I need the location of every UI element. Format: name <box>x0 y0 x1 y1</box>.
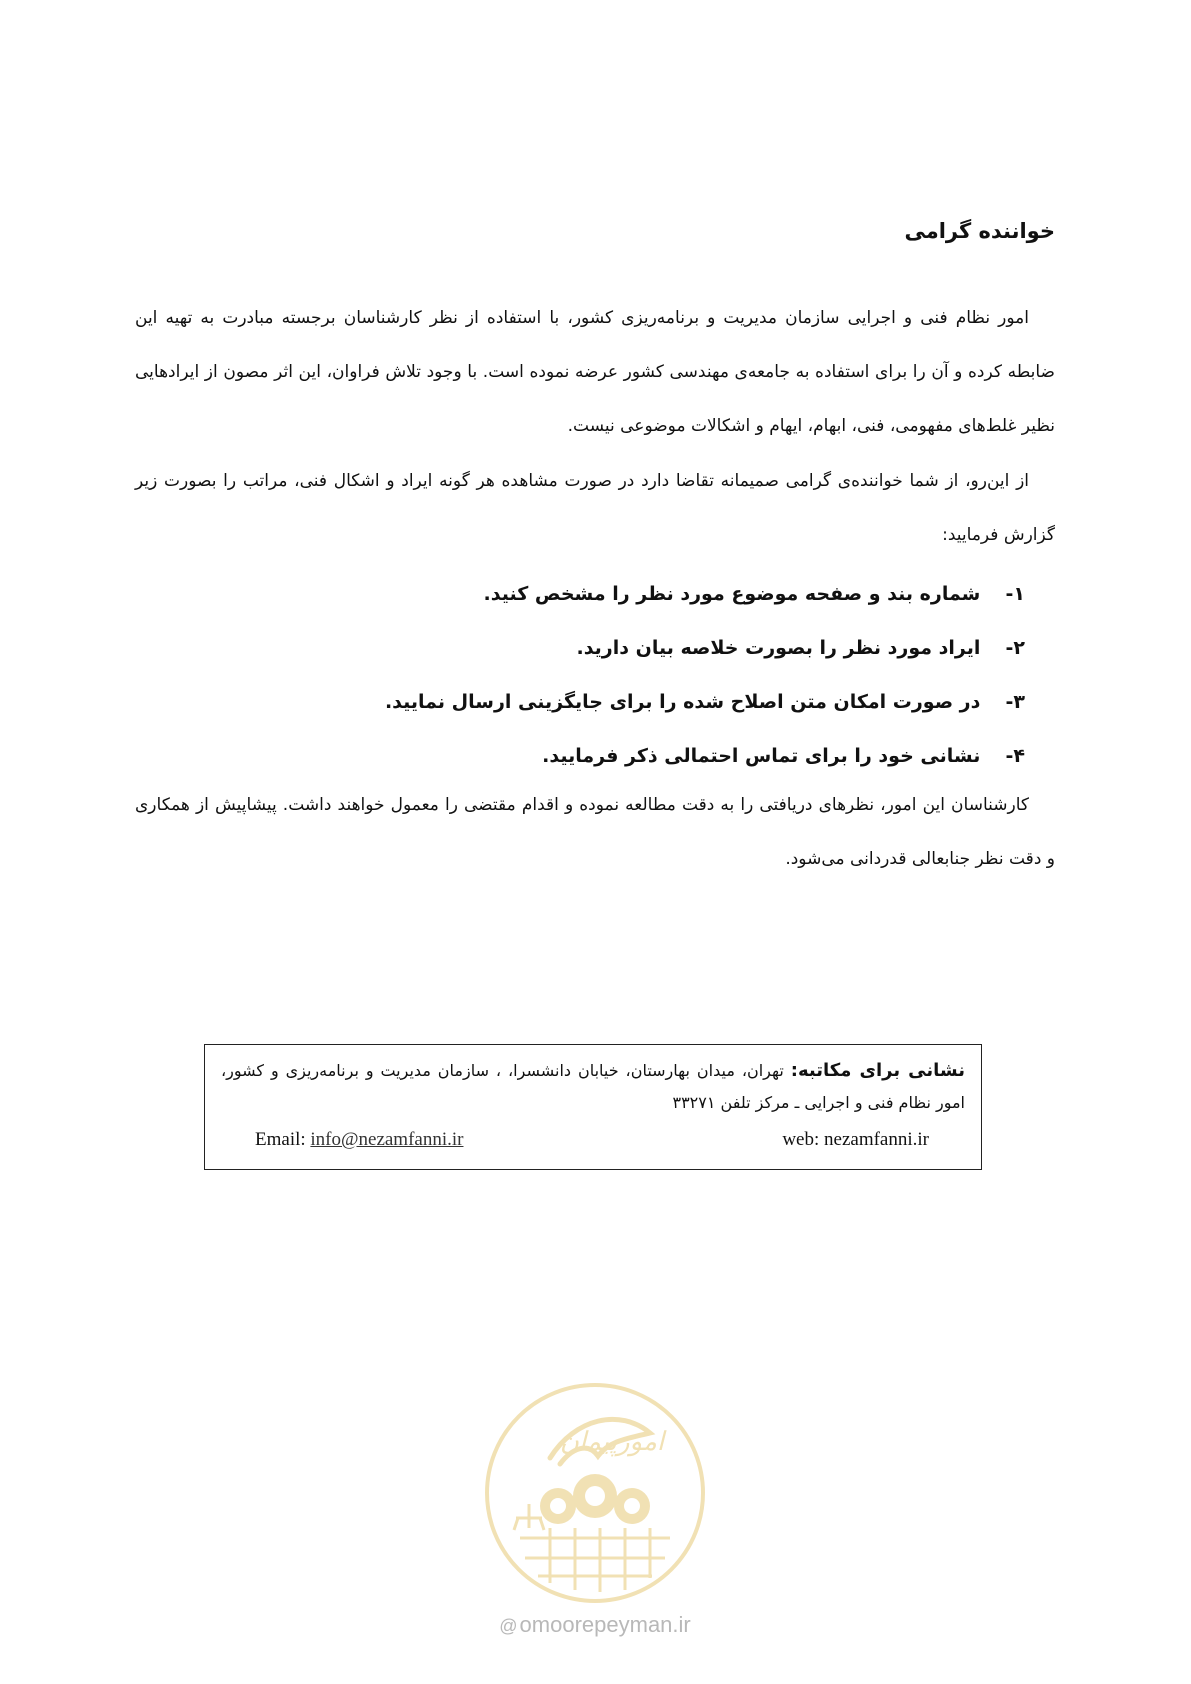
page-title: خواننده گرامی <box>904 219 1055 243</box>
contact-row <box>221 1129 965 1155</box>
list-item-number: ۲- <box>1005 637 1025 659</box>
list-item-number: ۱- <box>1005 583 1025 605</box>
watermark-caption <box>490 1612 700 1638</box>
logo-grid <box>520 1528 670 1592</box>
list-item-number: ۳- <box>1005 691 1025 713</box>
at-icon: @ <box>499 1616 518 1636</box>
list-item <box>325 621 1025 675</box>
address-text: تهران، میدان بهارستان، خیابان دانشسرا، ، سازمان مدیریت و برنامه‌ریزی و کشور، امور نظام فنی و اجرایی ـ مرکز تلفن ۳۳۲۷۱ <box>221 1061 965 1112</box>
intro-paragraph <box>135 291 1055 453</box>
watermark-caption-text: omoorepeyman.ir <box>519 1612 691 1637</box>
list-item-text: در صورت امکان متن اصلاح شده را برای جایگزینی ارسال نمایید. <box>384 691 981 713</box>
closing-paragraph <box>135 778 1055 886</box>
logo-script: امورپیمان <box>559 1427 665 1457</box>
logo-scales <box>514 1504 544 1530</box>
web-contact <box>782 1129 929 1151</box>
request-paragraph <box>135 454 1055 562</box>
list-item <box>325 729 1025 783</box>
mailing-address <box>221 1055 965 1119</box>
list-item <box>325 675 1025 729</box>
seal-gears-scales-logo-icon <box>480 1378 710 1608</box>
address-label: نشانی برای مکاتبه: <box>790 1060 965 1081</box>
web-link[interactable]: nezamfanni.ir <box>824 1129 929 1150</box>
closing-paragraph-text: کارشناسان این امور، نظرهای دریافتی را به دقت مطالعه نموده و اقدام مقتضی را معمول خواهند داشت. پیشاپیش از همکاری و دقت نظر جنابعالی قدردانی می‌شود. <box>135 795 1055 869</box>
list-item <box>325 567 1025 621</box>
list-item-text: نشانی خود را برای تماس احتمالی ذکر فرمایید. <box>542 745 981 767</box>
email-link[interactable]: info@nezamfanni.ir <box>310 1129 464 1150</box>
report-steps-list <box>325 567 1025 783</box>
request-paragraph-text: از این‌رو، از شما خواننده‌ی گرامی صمیمانه تقاضا دارد در صورت مشاهده هر گونه ایراد و اشکال فنی، مراتب را بصورت زیر گزارش فرمایید: <box>135 471 1055 545</box>
email-contact <box>255 1129 463 1151</box>
web-label: web: <box>782 1129 825 1150</box>
list-item-text: ایراد مورد نظر را بصورت خلاصه بیان دارید. <box>576 637 981 659</box>
email-label: Email: <box>255 1129 311 1150</box>
intro-paragraph-text: امور نظام فنی و اجرایی سازمان مدیریت و برنامه‌ریزی کشور، با استفاده از نظر کارشناسان برجسته مبادرت به تهیه این ضابطه کرده و آن را برای استفاده به جامعه‌ی مهندسی کشور عرضه نموده است. با وجود تلاش فراوان، این اثر مصون از ایرادهایی نظیر غلط‌های مفهومی، فنی، ابهام، ایهام و اشکالات موضوعی نیست. <box>135 308 1055 436</box>
list-item-number: ۴- <box>1005 745 1025 767</box>
list-item-text: شماره بند و صفحه موضوع مورد نظر را مشخص کنید. <box>483 583 981 605</box>
address-box <box>204 1044 982 1170</box>
